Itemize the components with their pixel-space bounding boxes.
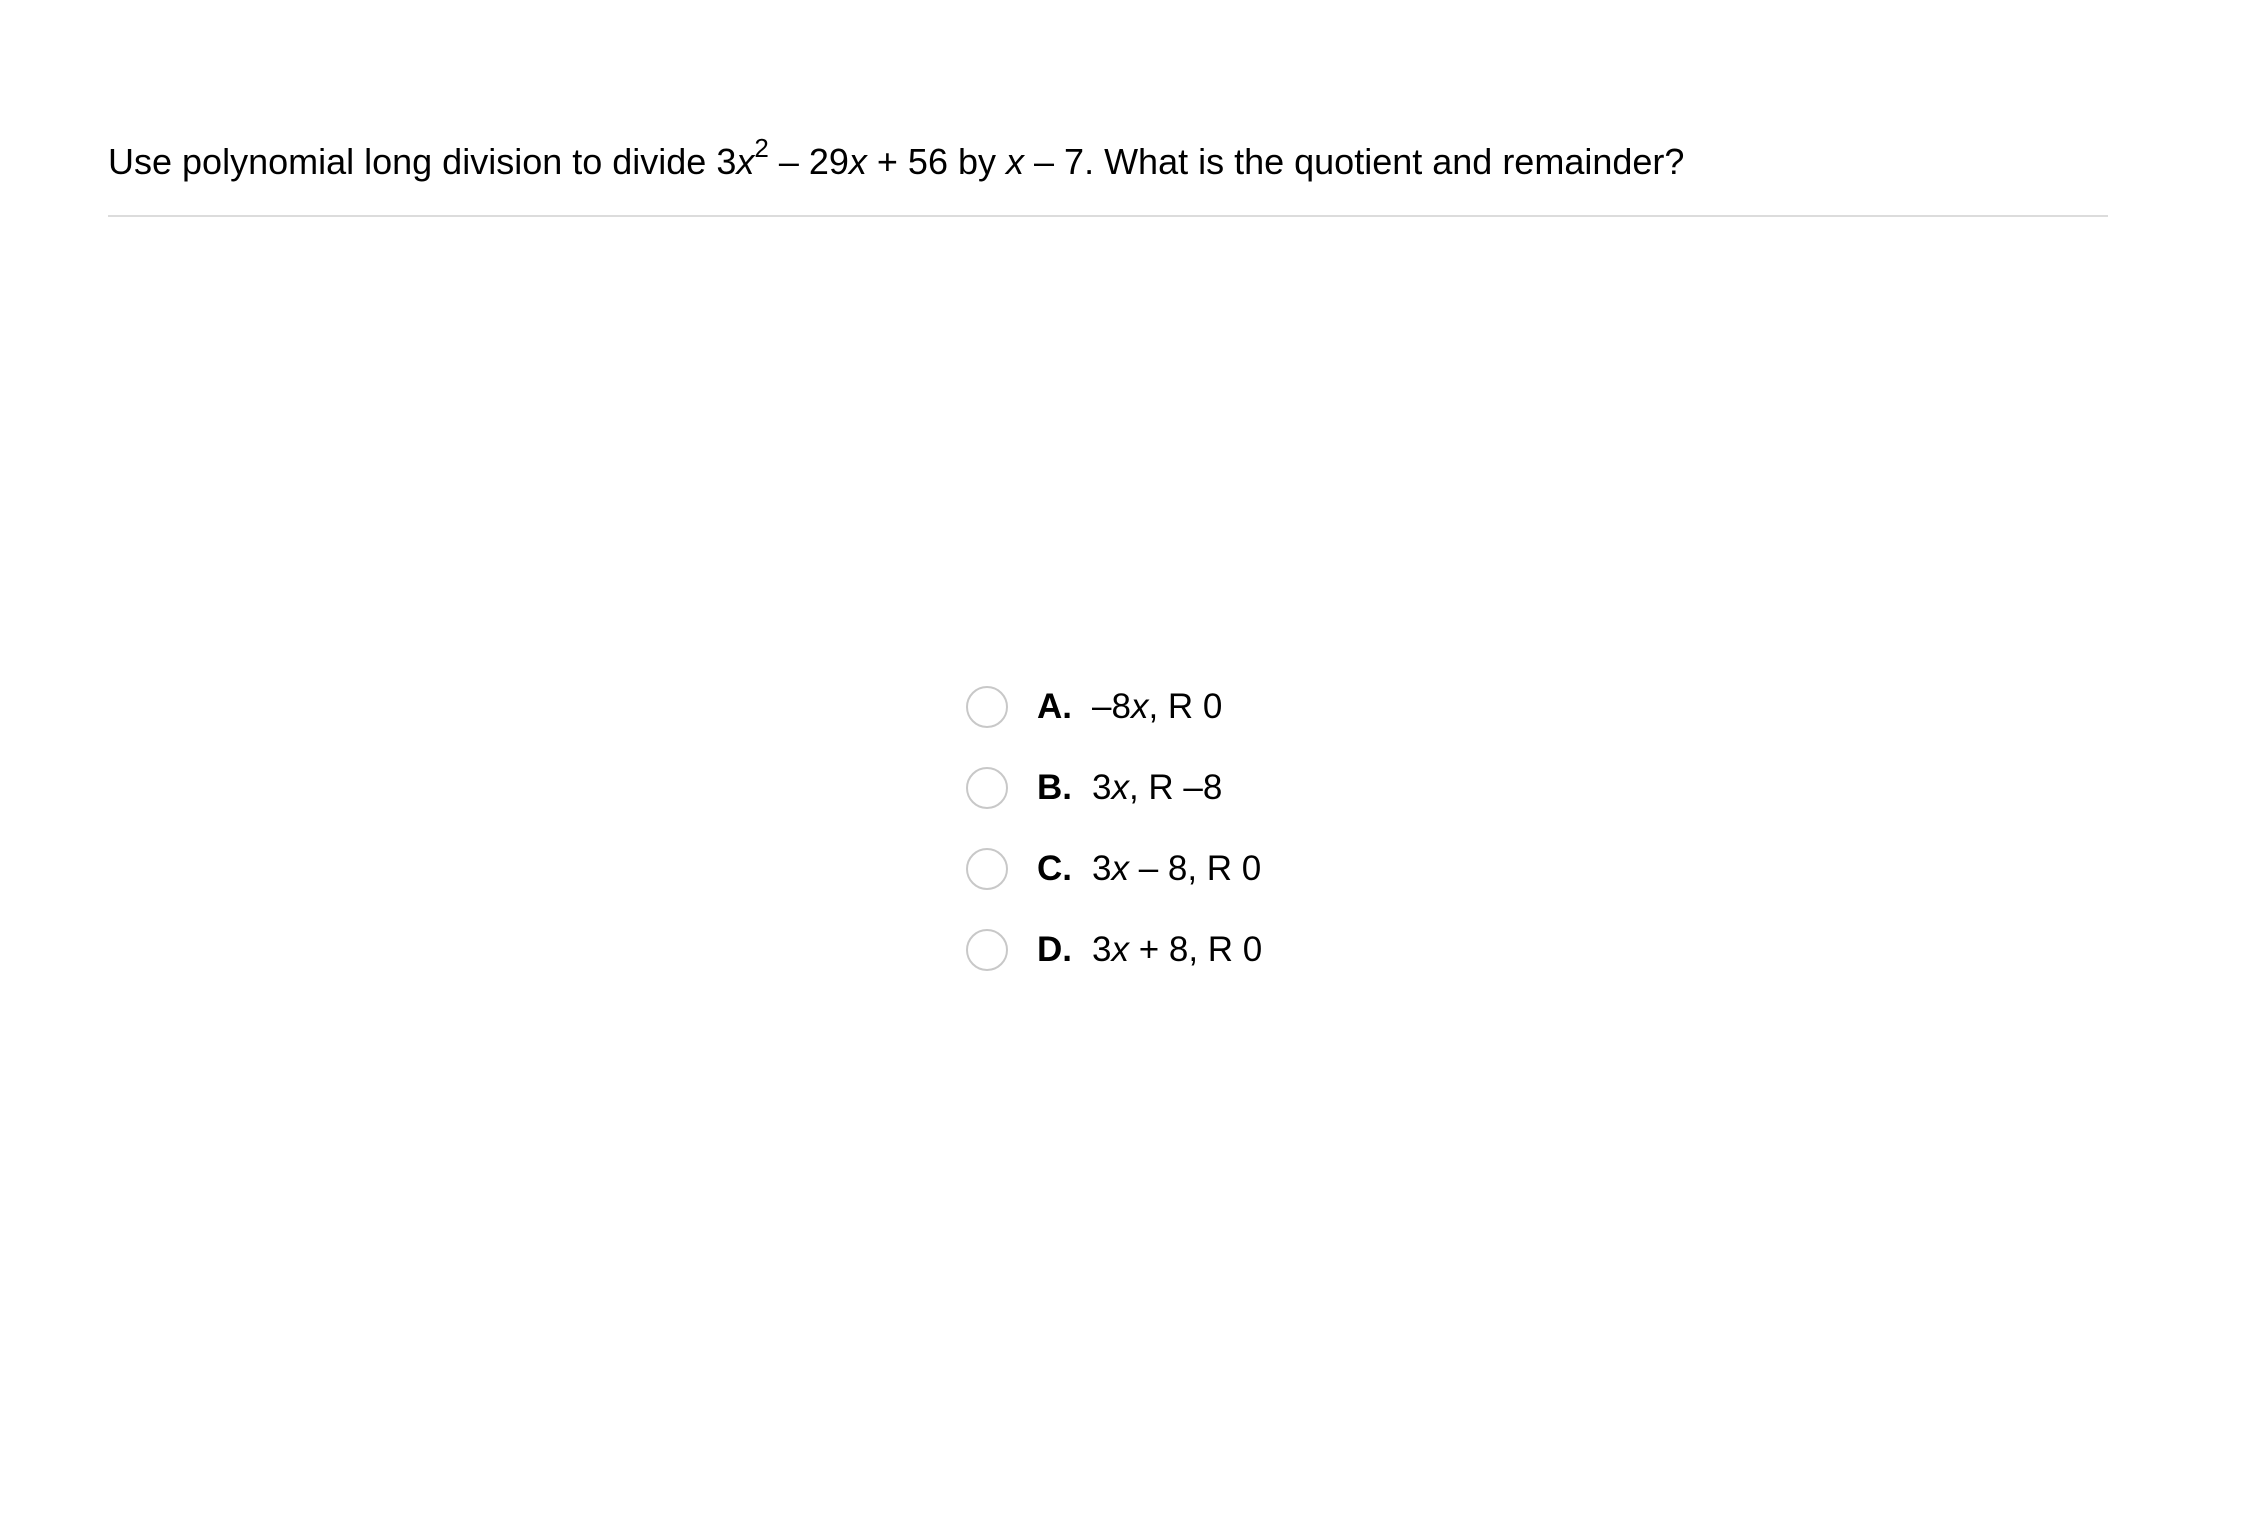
choice-variable: x: [1111, 848, 1129, 888]
choice-letter: C.: [1037, 848, 1072, 888]
choice-c[interactable]: [966, 828, 1262, 909]
choice-letter: D.: [1037, 929, 1072, 969]
choice-b[interactable]: [966, 747, 1262, 828]
choice-text: [1092, 849, 1261, 889]
question-divider: [108, 215, 2108, 217]
choice-variable: x: [1130, 686, 1149, 726]
divisor-variable: x: [1006, 141, 1025, 182]
choice-pre: –8: [1092, 686, 1131, 726]
choice-post: – 8, R 0: [1128, 848, 1262, 888]
dividend-expression: [716, 133, 948, 182]
choice-text: [1092, 768, 1222, 808]
choice-post: , R 0: [1148, 686, 1223, 726]
choice-post: , R –8: [1128, 767, 1223, 807]
choice-pre: 3: [1092, 848, 1112, 888]
choice-variable: x: [1111, 929, 1129, 969]
question-text: [108, 133, 1685, 188]
choice-variable: x: [1111, 767, 1129, 807]
question-middle: by: [947, 141, 1007, 182]
choice-post: + 8, R 0: [1128, 929, 1263, 969]
dividend-term-a: – 29: [768, 141, 849, 182]
radio-button-d[interactable]: [966, 929, 1008, 971]
choice-a[interactable]: [966, 666, 1262, 747]
choice-letter: B.: [1037, 767, 1072, 807]
radio-button-b[interactable]: [966, 767, 1008, 809]
choice-pre: 3: [1092, 767, 1112, 807]
choice-letter: A.: [1037, 686, 1072, 726]
dividend-term-b: + 56: [866, 141, 948, 182]
dividend-coefficient: 3: [716, 141, 737, 182]
dividend-exponent: 2: [754, 133, 769, 163]
dividend-variable: x: [736, 141, 755, 182]
choice-d[interactable]: [966, 909, 1262, 990]
answer-choices: [966, 666, 1262, 990]
choice-pre: 3: [1092, 929, 1112, 969]
radio-button-a[interactable]: [966, 686, 1008, 728]
choice-text: [1092, 930, 1262, 970]
question-prefix: Use polynomial long division to divide: [108, 141, 717, 182]
question-suffix: – 7. What is the quotient and remainder?: [1024, 141, 1685, 182]
choice-text: [1092, 687, 1222, 727]
radio-button-c[interactable]: [966, 848, 1008, 890]
dividend-variable-2: x: [848, 141, 867, 182]
